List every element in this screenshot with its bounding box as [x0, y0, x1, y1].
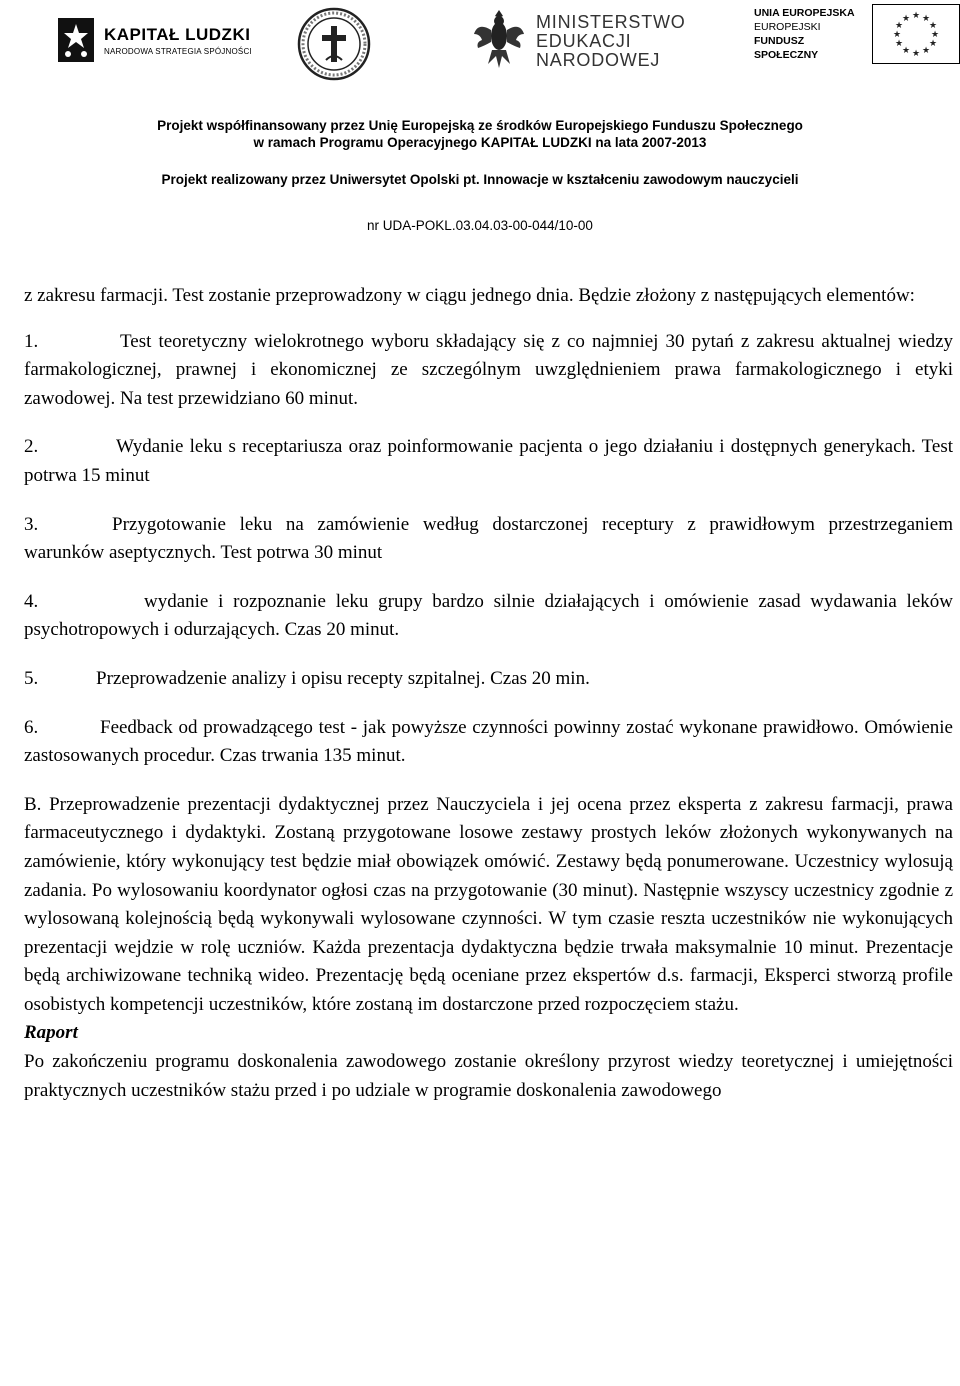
eu-line-2: EUROPEJSKI: [754, 21, 821, 33]
list-item: [24, 588, 953, 645]
ministry-line-2: EDUKACJI: [536, 31, 632, 51]
kapital-ludzki-title: KAPITAŁ LUDZKI: [104, 24, 251, 44]
project-cofinancing-line: Projekt współfinansowany przez Unię Europejską ze środków Europejskiego Funduszu Społecznego: [157, 118, 803, 133]
svg-text:★: ★: [901, 14, 911, 24]
raport-heading: Raport: [24, 1022, 78, 1044]
kapital-ludzki-logo: [54, 14, 252, 66]
item-text: Przygotowanie leku na zamówienie według dostarczonej receptury z prawidłowym przestrzeganiem warunków aseptycznych. Test potrwa 30 minut: [24, 513, 953, 564]
svg-text:★: ★: [894, 21, 904, 31]
kapital-ludzki-icon: [54, 14, 98, 66]
intro-paragraph: z zakresu farmacji. Test zostanie przeprowadzony w ciągu jednego dnia. Będzie złożony z następujących elementów:: [24, 285, 915, 306]
item-text: Wydanie leku s receptariusza oraz poinformowanie pacjenta o jego działaniu i dostępnych generykach. Test potrwa 15 minut: [24, 436, 953, 486]
list-item: [24, 433, 953, 490]
svg-text:★: ★: [921, 14, 931, 24]
project-realization-line: Projekt realizowany przez Uniwersytet Opolski pt. Innowacje w kształceniu zawodowym nauczycieli: [161, 172, 799, 187]
project-program-line: w ramach Programu Operacyjnego KAPITAŁ LUDZKI na lata 2007-2013: [253, 135, 707, 150]
eu-flag-icon: [872, 4, 960, 64]
item-text: Feedback od prowadzącego test - jak powyższe czynności powinny zostać wykonane prawidłowo. Omówienie zastosowanych procedur. Czas trwania 135 minut.: [24, 716, 953, 767]
logo-bar: [0, 0, 960, 80]
eagle-emblem-icon: [470, 4, 528, 79]
university-seal-icon: [296, 6, 372, 82]
item-text: wydanie i rozpoznanie leku grupy bardzo silnie działających i omówienie zasad wydawania leków psychotropowych i odurzających. Czas 20 minut.: [24, 590, 953, 641]
raport-paragraph: Po zakończeniu programu doskonalenia zawodowego zostanie określony przyrost wiedzy teoretycznej i umiejętności praktycznych uczestników stażu przed i po udziale w programie doskonalenia zawodowego: [24, 1051, 953, 1101]
svg-text:★: ★: [911, 49, 921, 59]
list-item: [24, 714, 953, 771]
svg-text:★: ★: [901, 46, 911, 56]
item-number: 4.: [24, 590, 39, 612]
ministry-line-1: MINISTERSTWO: [536, 12, 686, 32]
section-b-paragraph: B. Przeprowadzenie prezentacji dydaktycznej przez Nauczyciela i jej ocena przez eksperta z zakresu farmacji, prawa farmaceutycznego i dydaktyki. Zostaną przygotowane losowe zestawy prostych leków złożonych wykonywanych na zamówienie, który wykonujący test będzie miał obowiązek omówić. Zestawy będą ponumerowane. Uczestnicy wylosują zadania. Po wylosowaniu koordynator ogłosi czas na przygotowanie (30 minut). Następnie wszyscy uczestnicy zgodnie z wylosowaną kolejnością będą wykonywali wylosowane czynności. W tym czasie reszta uczestników nie wykonujących prezentacji wejdzie w rolę uczniów. Każda prezentacja dydaktyczna będzie trwała maksymalnie 10 minut. Prezentacje będą archiwizowane techniką wideo. Prezentację będą oceniane przez ekspertów d.s. farmacji, Eksperci stworzą profile osobistych kompetencji uczestników, które zostaną im dostarczone przed rozpoczęciem stażu.: [24, 793, 953, 1015]
svg-text:★: ★: [921, 46, 931, 56]
project-number: nr UDA-POKL.03.04.03-00-044/10-00: [367, 218, 593, 233]
item-number: 2.: [24, 436, 39, 458]
document-body: [24, 282, 953, 1105]
item-number: 1.: [24, 330, 39, 352]
item-number: 3.: [24, 513, 39, 535]
eu-logo: [754, 4, 960, 64]
svg-text:★: ★: [928, 21, 938, 31]
svg-text:★: ★: [930, 30, 940, 40]
item-text: Przeprowadzenie analizy i opisu recepty szpitalnej. Czas 20 min.: [96, 667, 590, 689]
ministry-line-3: NARODOWEJ: [536, 50, 661, 70]
ministry-logo: [470, 4, 686, 79]
item-number: 6.: [24, 716, 39, 738]
item-number: 5.: [24, 667, 39, 689]
svg-text:★: ★: [894, 39, 904, 49]
eu-line-1: UNIA EUROPEJSKA: [754, 7, 855, 19]
svg-text:★: ★: [892, 30, 902, 40]
list-item: [24, 328, 953, 414]
list-item: [24, 511, 953, 568]
eu-line-3: FUNDUSZ SPOŁECZNY: [754, 35, 819, 61]
item-text: Test teoretyczny wielokrotnego wyboru składający się z co najmniej 30 pytań z zakresu aktualnej wiedzy farmakologicznej, prawnej i ekonomicznej ze szczególnym uwzględnieniem prawa farmakologicznego i etyki zawodowej. Na test przewidziano 60 minut.: [24, 330, 953, 409]
svg-text:★: ★: [928, 39, 938, 49]
kapital-ludzki-subtitle: NARODOWA STRATEGIA SPÓJNOŚCI: [104, 46, 252, 56]
list-item: [24, 665, 953, 694]
svg-text:★: ★: [911, 11, 921, 21]
